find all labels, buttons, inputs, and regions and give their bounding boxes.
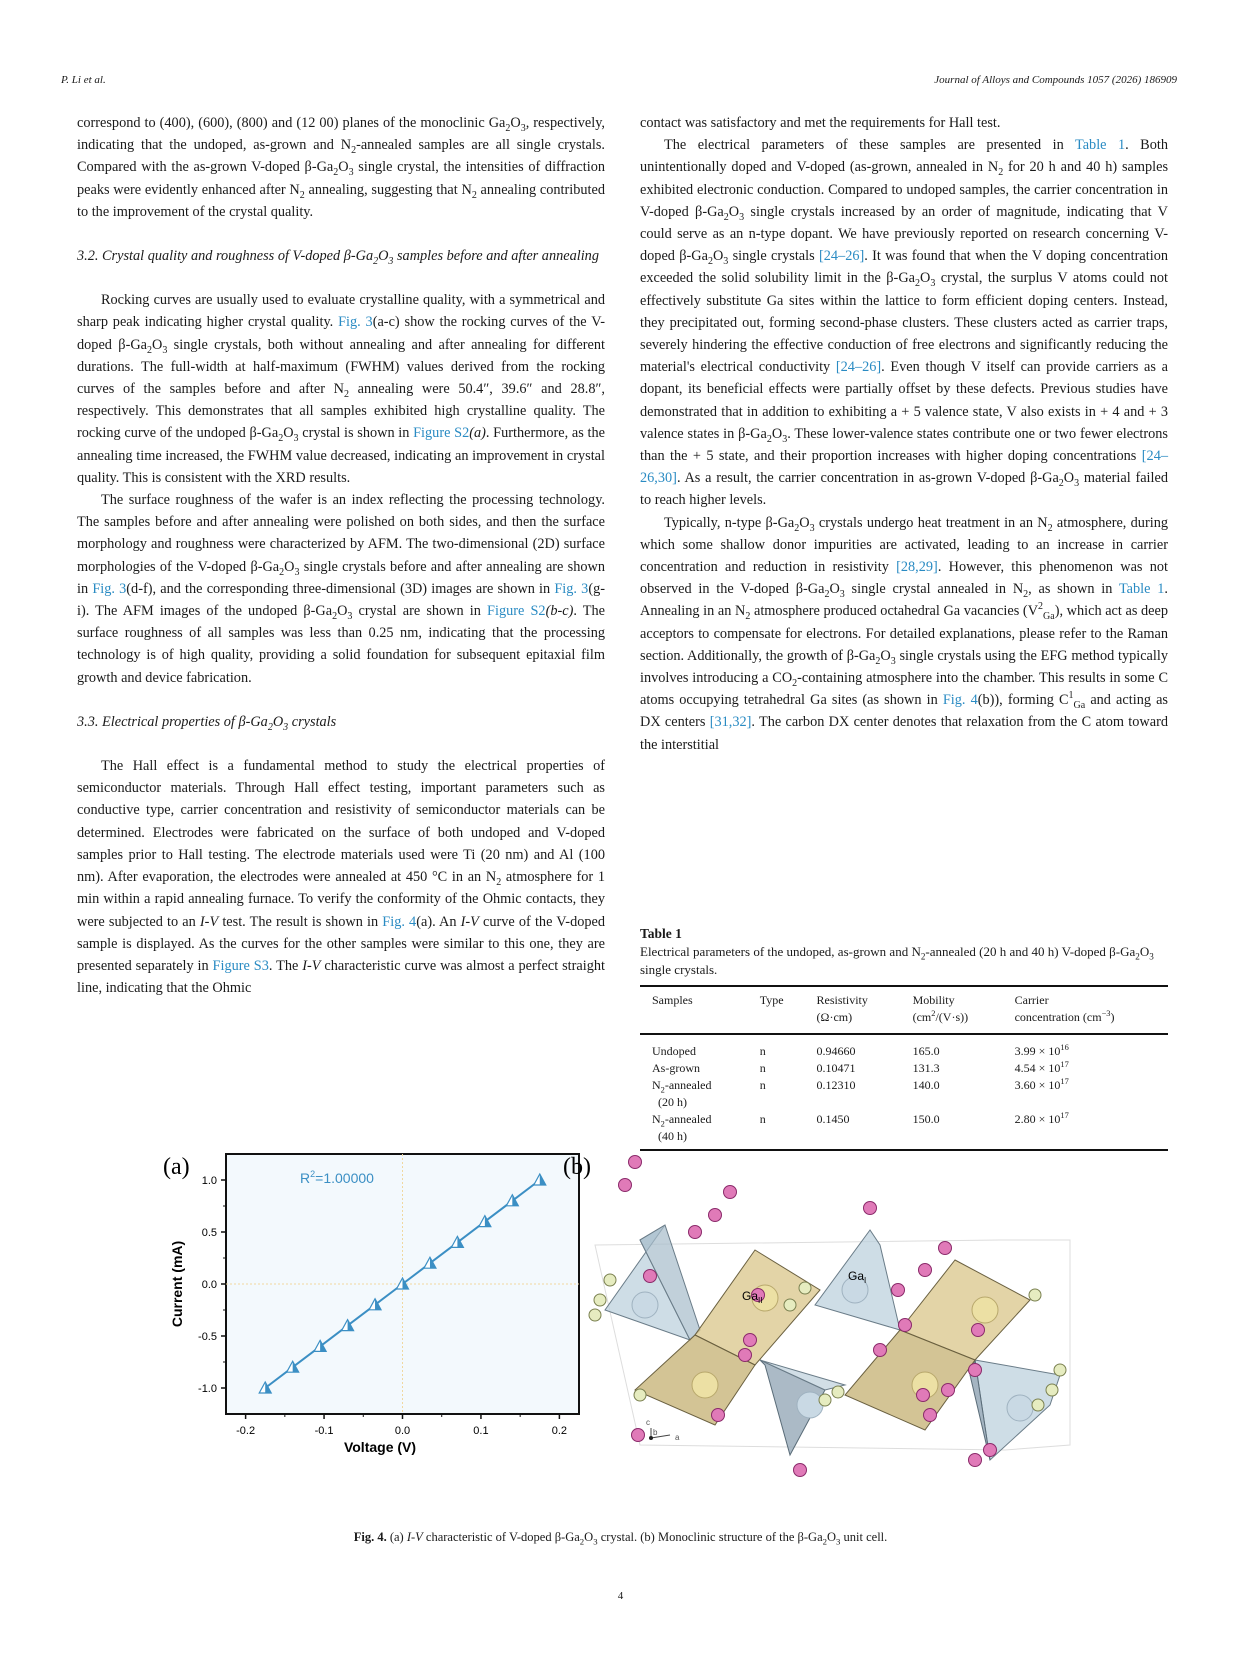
oxygen-atom — [594, 1294, 606, 1306]
x-tick-label: -0.1 — [314, 1425, 334, 1437]
oxygen-atom — [604, 1274, 616, 1286]
oxygen-atom — [984, 1444, 997, 1457]
ga-ii-label: $Ga_{II}$ — [742, 1289, 763, 1305]
cell-carrier: $4.54 \times 10^{17}$ — [1014, 1060, 1069, 1075]
table-row — [640, 1060, 1168, 1077]
oxygen-atom — [969, 1454, 982, 1467]
cell-resistivity: 0.10471 — [816, 1061, 856, 1075]
paragraph-xrd-continued: correspond to (400), (600), (800) and (12 00) planes of the monoclinic $Ga_2O_3$, respectively, indicating that the undoped, as-grown and $N_2$-annealed samples are all single crystals. Compared with the as-grown V-doped $\beta-Ga_2O_3$ single crystal, the intensities of diffraction peaks were evidently enhanced after $N_2$ annealing, suggesting that $N_2$ annealing contributed to the improvement of the crystal quality. — [77, 115, 606, 220]
cell-type: n — [759, 1044, 766, 1058]
cell-mobility: 150.0 — [912, 1112, 940, 1126]
cell-sample: As-grown — [652, 1061, 700, 1075]
figure-s3-link[interactable]: Figure S3 — [212, 957, 269, 974]
reference-link[interactable]: [28,29] — [896, 559, 938, 576]
x-tick-label: -0.2 — [236, 1425, 256, 1437]
x-tick-label: 0.0 — [394, 1425, 411, 1437]
table-header-row — [640, 986, 1168, 1034]
left-column — [77, 112, 605, 999]
oxygen-atom — [917, 1389, 930, 1402]
running-header-authors: P. Li et al. — [61, 74, 106, 86]
y-tick-label: 0.5 — [201, 1227, 217, 1239]
axis-a-label: a — [675, 1433, 680, 1442]
cell-mobility: 131.3 — [912, 1061, 940, 1075]
header-resistivity: Resistivity (Ω·cm) — [805, 986, 901, 1034]
table1-link[interactable]: Table 1 — [1074, 137, 1126, 154]
cell-type: n — [759, 1112, 766, 1126]
section-heading-3-2: 3.2. Crystal quality and roughness of V-doped $\beta-Ga_2O_3$ samples before and after annealing — [77, 248, 599, 267]
table-1 — [640, 925, 1168, 1151]
iv-chart — [169, 1154, 579, 1455]
header-samples: Samples — [640, 986, 748, 1034]
ga-tetrahedral-atom — [632, 1292, 658, 1318]
right-column — [640, 112, 1168, 756]
y-axis-label: Current (mA) — [169, 1240, 185, 1328]
reference-link[interactable]: [31,32] — [709, 714, 752, 731]
reference-link[interactable]: [24–26] — [819, 248, 865, 265]
axis-c-label: c — [646, 1418, 650, 1427]
oxygen-atom — [689, 1226, 702, 1239]
oxygen-atom — [619, 1179, 632, 1192]
paragraph-annealing: Typically, n-type $\beta-Ga_2O_3$ crystals undergo heat treatment in an $N_2$ atmosphere, during which some shallow donor impurities are activated, leading to an increase in carrier concentration and reduction in resistivity [28,29]. However, this phenomenon was not observed in the V-doped $\beta-Ga_2O_3$ single crystal annealed in $N_2$, as shown in Table 1. Annealing in an $N_2$ atmosphere produced octahedral Ga vacancies $(V^2_{Ga})$, which act as deep acceptors to compensate for electrons. For detailed explanations, please refer to the Raman section. Additionally, the growth of $\beta-Ga_2O_3$ single crystals using the EFG method typically involves introducing a $CO_2$-containing atmosphere into the chamber. This results in some C atoms occupying tetrahedral Ga sites (as shown in Fig. 4(b)), forming $C^1_{Ga}$ and acting as DX centers [31,32]. The carbon DX center denotes that relaxation from the C atom toward the interstitial — [640, 514, 1169, 753]
oxygen-atom — [819, 1394, 831, 1406]
oxygen-atom — [634, 1389, 646, 1401]
cell-resistivity: 0.1450 — [816, 1112, 850, 1126]
cell-sample: $N_2$-annealed (40 h) — [652, 1112, 712, 1143]
y-tick-label: 1.0 — [201, 1175, 217, 1187]
cell-carrier: $3.60 \times 10^{17}$ — [1014, 1077, 1069, 1092]
fig3-link[interactable]: Fig. 3 — [92, 580, 127, 597]
oxygen-atom — [712, 1409, 725, 1422]
x-axis-label: Voltage (V) — [343, 1439, 417, 1455]
paragraph-rocking-curves: Rocking curves are usually used to evaluate crystalline quality, with a symmetrical and sharp peak indicating higher crystal quality. Fig. 3(a-c) show the rocking curves of the V-doped $\beta-Ga_2O_3$ single crystals, both without annealing and after annealing for different durations. The full-width at half-maximum (FWHM) values derived from the rocking curves of the samples before and after $N_2$ annealing were 50.4″, 39.6″ and 28.8″, respectively. This demonstrates that all samples exhibited high crystalline quality. The rocking curve of the undoped $\beta-Ga_2O_3$ crystal is shown in Figure S2(a). Furthermore, as the annealing time increased, the FWHM value decreased, indicating an improvement in crystal quality. This is consistent with the XRD results. — [77, 292, 605, 486]
ga-i-label: $Ga_I$ — [848, 1269, 867, 1285]
y-tick-label: -0.5 — [198, 1331, 217, 1343]
r-squared-annotation: $R^2=1.00000$ — [300, 1169, 374, 1186]
cell-resistivity: 0.94660 — [816, 1044, 856, 1058]
oxygen-atom — [629, 1156, 642, 1169]
x-tick-label: 0.2 — [551, 1425, 568, 1437]
oxygen-atom — [1054, 1364, 1066, 1376]
oxygen-atom — [972, 1324, 985, 1337]
paragraph-hall-effect: The Hall effect is a fundamental method to study the electrical properties of semiconductor materials. Through Hall effect testing, important parameters such as conductive type, carrier concentration and resistivity of semiconductor materials can be determined. Electrodes were fabricated on the surface of both undoped and V-doped samples prior to Hall testing. The electrode materials used were Ti (20 nm) and Al (100 nm). After evaporation, the electrodes were annealed at 450 °C in an $N_2$ atmosphere for 1 min within a rapid annealing furnace. To verify the conformity of the Ohmic contacts, they were subjected to an I-V test. The result is shown in Fig. 4(a). An I-V curve of the V-doped sample is displayed. As the curves for the other samples were similar to this one, they are presented separately in Figure S3. The I-V characteristic curve was almost a perfect straight line, indicating that the Ohmic — [77, 758, 606, 997]
oxygen-atom — [724, 1186, 737, 1199]
figure-s2-link[interactable]: Figure S2 — [413, 425, 470, 442]
oxygen-atom — [739, 1349, 752, 1362]
oxygen-atom — [939, 1242, 952, 1255]
cell-resistivity: 0.12310 — [816, 1078, 856, 1092]
cell-mobility: 165.0 — [912, 1044, 940, 1058]
axes-indicator — [646, 1418, 680, 1442]
page-number: 4 — [617, 1590, 624, 1602]
table-caption: Electrical parameters of the undoped, as-grown and $N_2$-annealed (20 h and 40 h) V-doped $\beta-Ga_2O_3$ single crystals. — [640, 944, 1154, 977]
oxygen-atom — [919, 1264, 932, 1277]
oxygen-atom — [799, 1282, 811, 1294]
figure-s2-link[interactable]: Figure S2 — [487, 603, 546, 620]
table-title: Table 1 — [640, 926, 682, 941]
figure-4 — [0, 1140, 1241, 1520]
oxygen-atom — [899, 1319, 912, 1332]
oxygen-atom — [709, 1209, 722, 1222]
ga-octahedral-atom — [692, 1372, 718, 1398]
cell-carrier: $2.80 \times 10^{17}$ — [1014, 1111, 1069, 1126]
cell-carrier: $3.99 \times 10^{16}$ — [1014, 1043, 1069, 1058]
cell-type: n — [759, 1061, 766, 1075]
oxygen-atom — [1032, 1399, 1044, 1411]
x-tick-label: 0.1 — [473, 1425, 489, 1437]
header-carrier-concentration: Carrier concentration $(cm^{-3})$ — [1003, 986, 1168, 1034]
reference-link[interactable]: [24–26] — [835, 359, 882, 376]
header-type: Type — [748, 986, 805, 1034]
oxygen-atom — [644, 1270, 657, 1283]
oxygen-atom — [832, 1386, 844, 1398]
fig4-link[interactable]: Fig. 4 — [382, 913, 417, 930]
figure-4-caption: Fig. 4. (a) I-V characteristic of V-doped $\beta-Ga_2O_3$ crystal. (b) Monoclinic structure of the $\beta-Ga_2O_3$ unit cell. — [353, 1530, 888, 1547]
electrical-parameters-table — [640, 985, 1168, 1151]
oxygen-atom — [1046, 1384, 1058, 1396]
table-row — [640, 1077, 1168, 1111]
oxygen-atom — [892, 1284, 905, 1297]
section-heading-3-3: 3.3. Electrical properties of $\beta-Ga_2O_3$ crystals — [77, 713, 337, 733]
ga-octahedral-atom — [972, 1297, 998, 1323]
oxygen-atom — [794, 1464, 807, 1477]
fig3-link[interactable]: Fig. 3 — [554, 580, 589, 597]
cell-sample: Undoped — [652, 1044, 696, 1058]
oxygen-atom — [864, 1202, 877, 1215]
y-tick-label: 0.0 — [201, 1279, 217, 1291]
paragraph-ohmic-continued: contact was satisfactory and met the requirements for Hall test. — [640, 115, 1001, 131]
oxygen-atom — [744, 1334, 757, 1347]
panel-b-label: (b) — [563, 1154, 591, 1180]
fig4-link[interactable]: Fig. 4 — [942, 692, 978, 709]
ga-tetrahedral-atom — [1007, 1395, 1033, 1421]
paragraph-surface-roughness: The surface roughness of the wafer is an index reflecting the processing technology. The samples before and after annealing were polished on both sides, and then the surface morphology and roughness were characterized by AFM. The two-dimensional (2D) surface morphologies of the V-doped $\beta-Ga_2O_3$ single crystals before and after annealing are shown in Fig. 3(d-f), and the corresponding three-dimensional (3D) images are shown in Fig. 3(g-i). The AFM images of the undoped $\beta-Ga_2O_3$ crystal are shown in Figure S2(b-c). The surface roughness of all samples was less than 0.25 nm, indicating that the processing technology is of high quality, providing a solid foundation for subsequent epitaxial film growth and device fabrication. — [77, 492, 606, 686]
paragraph-electrical-parameters: The electrical parameters of these samples are presented in Table 1. Both unintentionally doped and V-doped (as-grown, annealed in $N_2$ for 20 h and 40 h) samples exhibited electronic conduction. Compared to undoped samples, the carrier concentration in V-doped $\beta-Ga_2O_3$ single crystals increased by an order of magnitude, indicating that V could serve as an n-type dopant. We have previously reported on research concerning V-doped $\beta-Ga_2O_3$ single crystals [24–26]. It was found that when the V doping concentration exceeded the solid solubility limit in the $\beta-Ga_2O_3$ crystal, the surplus V atoms could not effectively substitute Ga sites within the lattice to form efficient doping centers. Instead, they precipitated out, forming second-phase clusters. These clusters acted as carrier traps, severely hindering the effective conduction of free electrons and significantly reducing the material's electrical conductivity [24–26]. Even though V itself can provide carriers as a dopant, its beneficial effects were partially offset by these defects. Previous studies have demonstrated that in addition to exhibiting a + 5 valence state, V also exists in + 4 and + 3 valence states in $\beta-Ga_2O_3$. These lower-valence states contribute one or two fewer electrons than the + 5 state, and their proportion increases with higher doping concentrations [24–26,30]. As a result, the carrier concentration in as-grown V-doped $\beta-Ga_2O_3$ material failed to reach higher levels. — [640, 137, 1169, 509]
reference-link[interactable]: [24–26,30] — [640, 448, 1168, 487]
crystal-structure — [589, 1156, 1070, 1477]
oxygen-atom — [632, 1429, 645, 1442]
oxygen-atom — [1029, 1289, 1041, 1301]
running-header-journal: Journal of Alloys and Compounds 1057 (2026) 186909 — [934, 74, 1177, 86]
oxygen-atom — [969, 1364, 982, 1377]
ga-tetrahedral-atom — [797, 1392, 823, 1418]
fig3-link[interactable]: Fig. 3 — [338, 314, 373, 331]
y-tick-label: -1.0 — [198, 1383, 217, 1395]
cell-type: n — [759, 1078, 766, 1092]
oxygen-atom — [924, 1409, 937, 1422]
oxygen-atom — [942, 1384, 955, 1397]
cell-mobility: 140.0 — [912, 1078, 940, 1092]
panel-a-label: (a) — [163, 1154, 190, 1180]
oxygen-atom — [589, 1309, 601, 1321]
table1-link[interactable]: Table 1 — [1118, 581, 1165, 598]
header-mobility: Mobility $(cm^2/(V\cdot s))$ — [901, 986, 1003, 1034]
table-row — [640, 1034, 1168, 1060]
axis-b-label: b — [653, 1428, 658, 1437]
cell-sample: $N_2$-annealed (20 h) — [652, 1078, 712, 1109]
oxygen-atom — [784, 1299, 796, 1311]
oxygen-atom — [874, 1344, 887, 1357]
